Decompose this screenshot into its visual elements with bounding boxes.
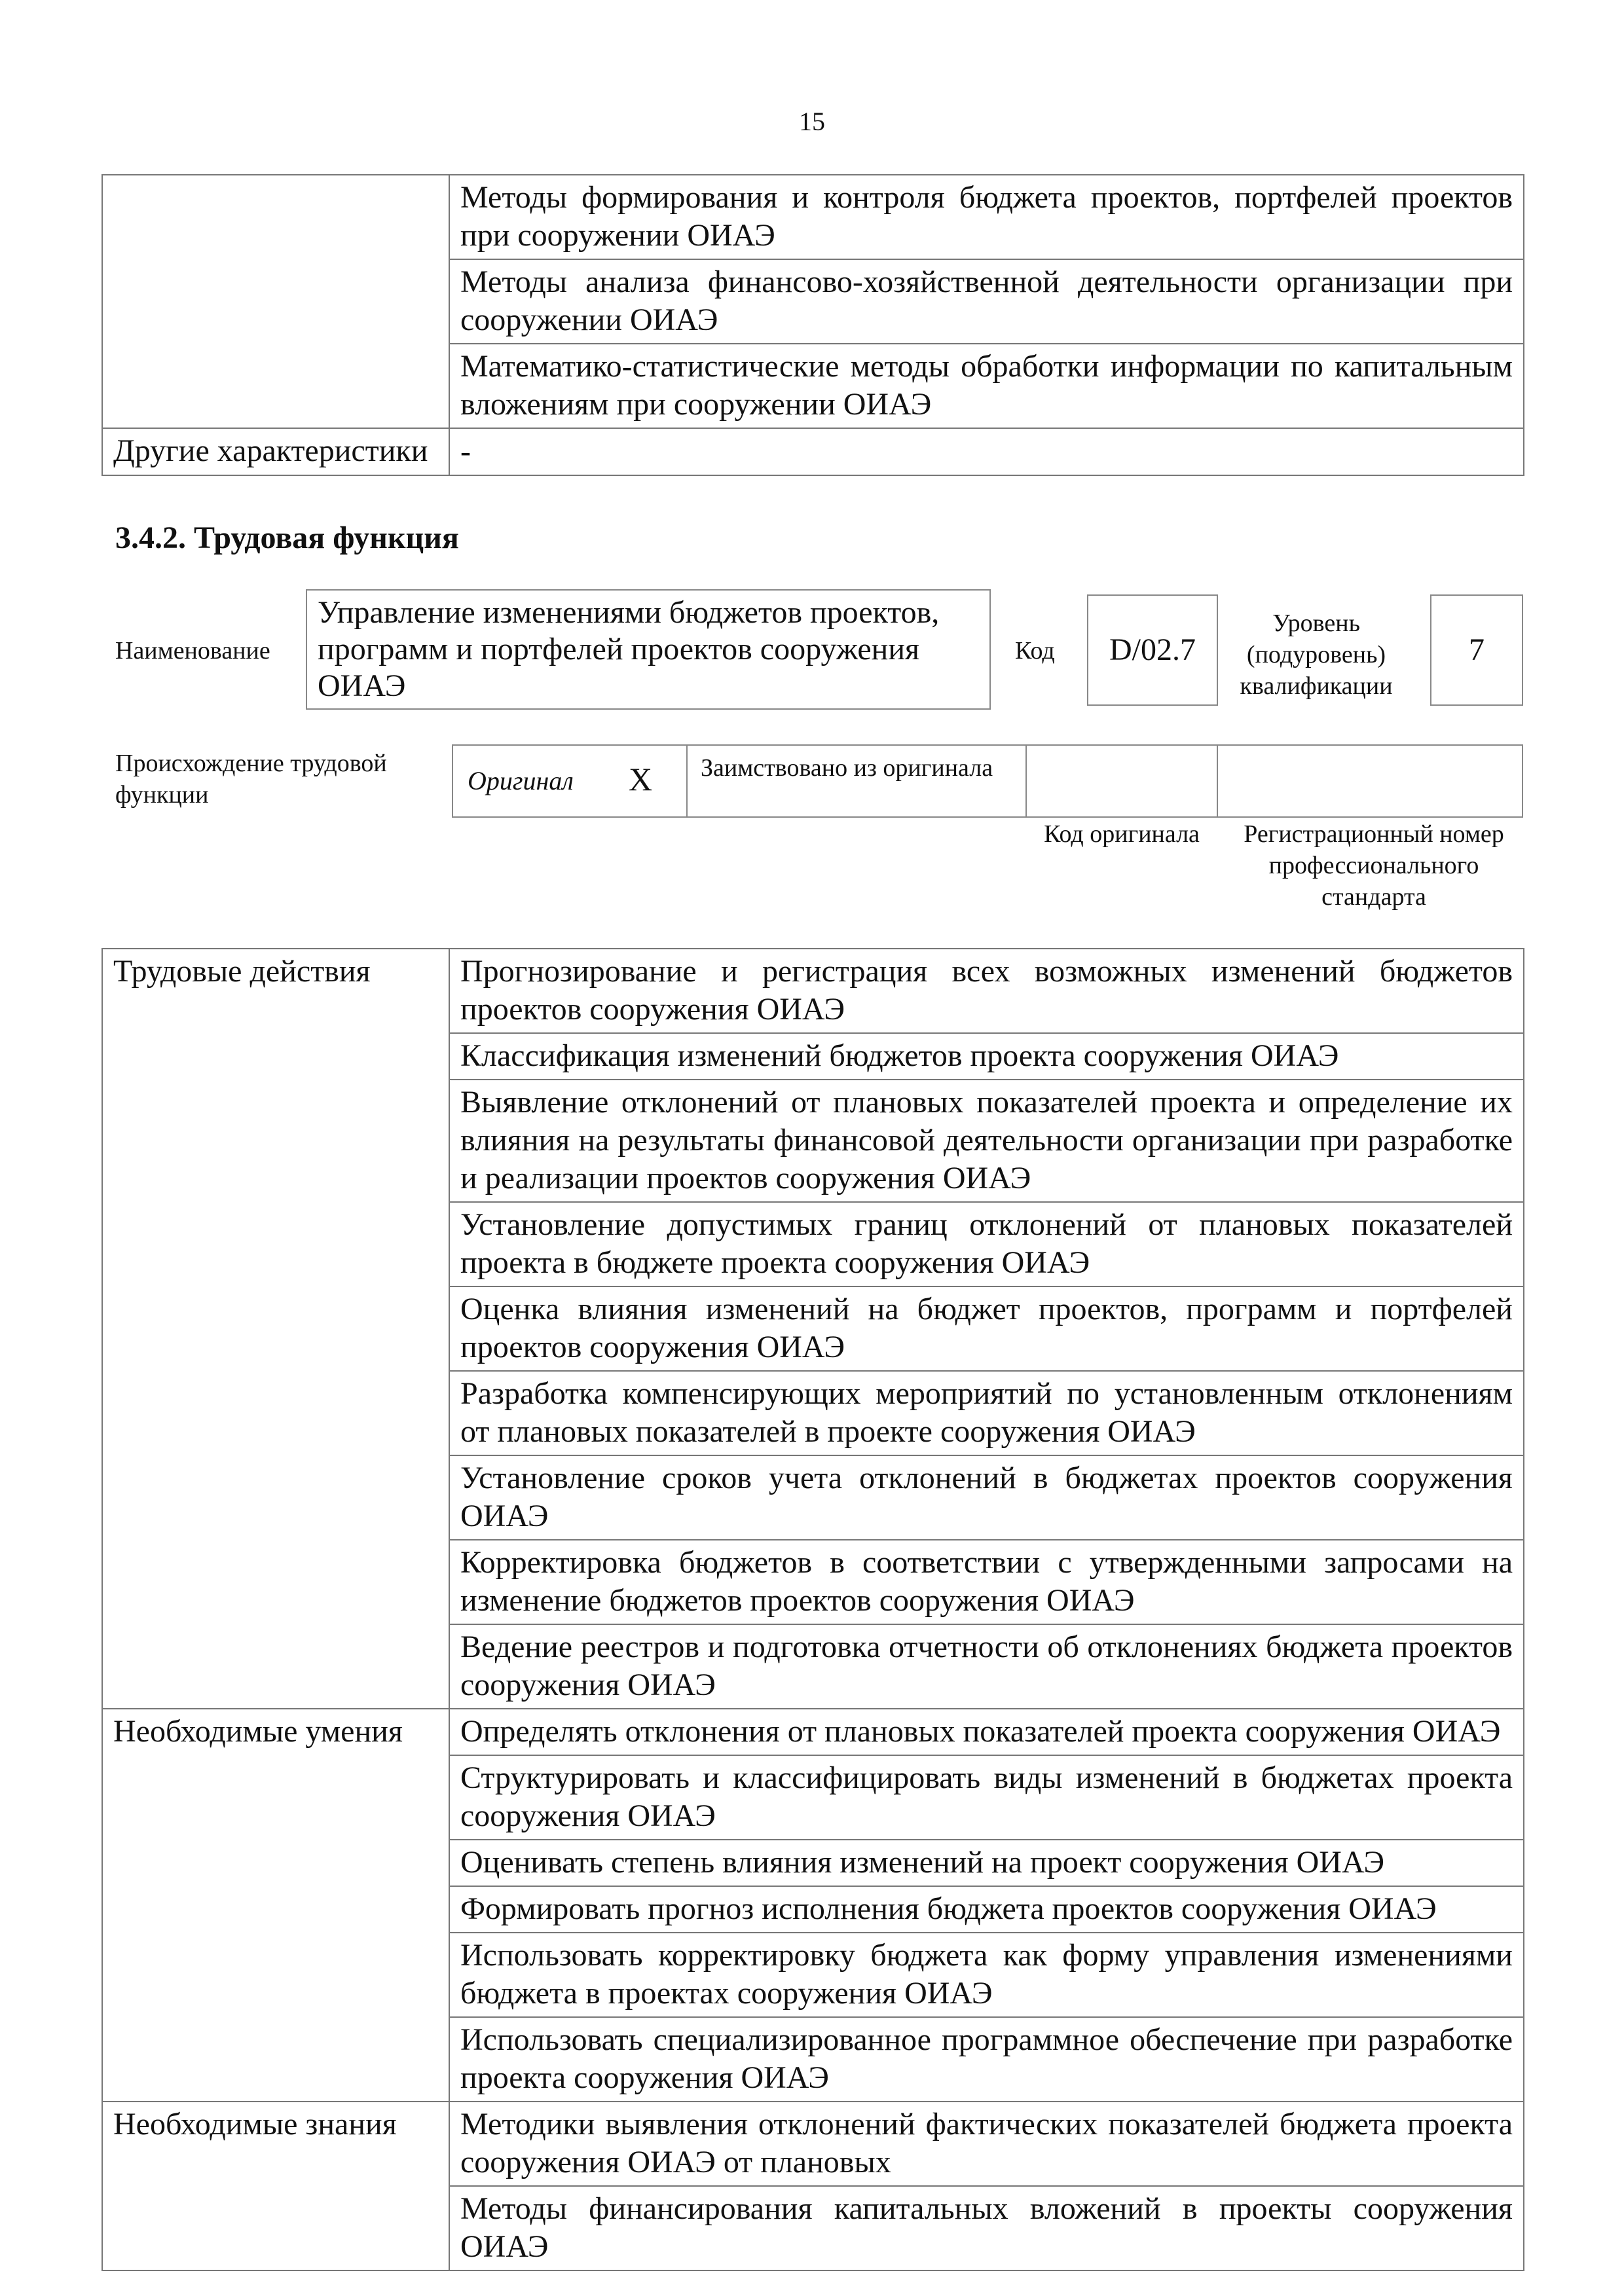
level-value: 7 <box>1430 594 1523 706</box>
action-item: Оценка влияния изменений на бюджет проектов, программ и портфелей проектов сооружения ОИАЭ <box>449 1286 1524 1371</box>
skill-item: Оценивать степень влияния изменений на проект сооружения ОИАЭ <box>449 1840 1524 1886</box>
actions-label: Трудовые действия <box>102 949 449 1709</box>
skills-label: Необходимые умения <box>102 1709 449 2102</box>
action-item: Прогнозирование и регистрация всех возможных изменений бюджетов проектов сооружения ОИАЭ <box>449 949 1524 1033</box>
action-item: Выявление отклонений от плановых показателей проекта и определение их влияния на результаты финансовой деятельности организации при разработке и реализации проектов сооружения ОИАЭ <box>449 1080 1524 1202</box>
knowledge-item: Математико-статистические методы обработки информации по капитальным вложениям при сооружении ОИАЭ <box>449 344 1524 428</box>
knowledge-label: Необходимые знания <box>102 2102 449 2270</box>
code-original-cell <box>1025 744 1218 818</box>
action-item: Установление допустимых границ отклонений от плановых показателей проекта в бюджете проекта сооружения ОИАЭ <box>449 1202 1524 1286</box>
knowledge-item: Методы анализа финансово-хозяйственной деятельности организации при сооружении ОИАЭ <box>449 259 1524 344</box>
knowledge-item: Методики выявления отклонений фактических показателей бюджета проекта сооружения ОИАЭ от плановых <box>449 2102 1524 2186</box>
code-value: D/02.7 <box>1087 594 1218 706</box>
origin-row <box>452 744 1523 818</box>
table-row <box>102 175 1524 259</box>
knowledge-continuation-table <box>101 174 1524 476</box>
original-cell <box>452 744 688 818</box>
action-item: Корректировка бюджетов в соответствии с утвержденными запросами на изменение бюджетов проектов сооружения ОИАЭ <box>449 1540 1524 1624</box>
action-item: Разработка компенсирующих мероприятий по установленным отклонениям от плановых показателей в проекте сооружения ОИАЭ <box>449 1371 1524 1455</box>
borrowed-cell <box>686 744 1027 818</box>
other-characteristics-value: - <box>449 428 1524 475</box>
page-number: 15 <box>799 107 825 136</box>
other-characteristics-label: Другие характеристики <box>102 428 449 475</box>
skill-item: Структурировать и классифицировать виды изменений в бюджетах проекта сооружения ОИАЭ <box>449 1755 1524 1840</box>
name-label: Наименование <box>115 637 270 665</box>
original-mark: X <box>629 761 653 797</box>
table-row <box>102 428 1524 475</box>
knowledge-item: Методы формирования и контроля бюджета проектов, портфелей проектов при сооружении ОИАЭ <box>449 175 1524 259</box>
level-label: Уровень (подуровень) квалификации <box>1240 610 1393 700</box>
function-name-value: Управление изменениями бюджетов проектов, программ и портфелей проектов сооружения ОИАЭ <box>306 589 991 710</box>
code-original-label: Код оригинала <box>1044 820 1200 848</box>
skill-item: Использовать специализированное программное обеспечение при разработке проекта сооружения ОИАЭ <box>449 2017 1524 2102</box>
skill-item: Определять отклонения от плановых показателей проекта сооружения ОИАЭ <box>449 1709 1524 1755</box>
table-row <box>102 2102 1524 2186</box>
action-item: Ведение реестров и подготовка отчетности об отклонениях бюджета проектов сооружения ОИАЭ <box>449 1624 1524 1709</box>
table-row <box>102 1709 1524 1755</box>
skill-item: Использовать корректировку бюджета как форму управления изменениями бюджета в проектах сооружения ОИАЭ <box>449 1933 1524 2017</box>
knowledge-item: Методы финансирования капитальных вложений в проекты сооружения ОИАЭ <box>449 2186 1524 2270</box>
labor-function-table <box>101 948 1524 2271</box>
empty-label-cell <box>102 175 449 428</box>
origin-label: Происхождение трудовой функции <box>115 750 387 809</box>
skill-item: Формировать прогноз исполнения бюджета проектов сооружения ОИАЭ <box>449 1886 1524 1933</box>
reg-number-cell <box>1217 744 1523 818</box>
table-row <box>102 949 1524 1033</box>
action-item: Установление сроков учета отклонений в бюджетах проектов сооружения ОИАЭ <box>449 1455 1524 1540</box>
section-heading: 3.4.2. Трудовая функция <box>115 520 459 555</box>
action-item: Классификация изменений бюджетов проекта сооружения ОИАЭ <box>449 1033 1524 1080</box>
original-label: Оригинал <box>468 766 574 795</box>
reg-number-label: Регистрационный номер профессионального стандарта <box>1244 820 1504 911</box>
borrowed-label: Заимствовано из оригинала <box>701 754 993 782</box>
code-label: Код <box>1015 637 1055 665</box>
